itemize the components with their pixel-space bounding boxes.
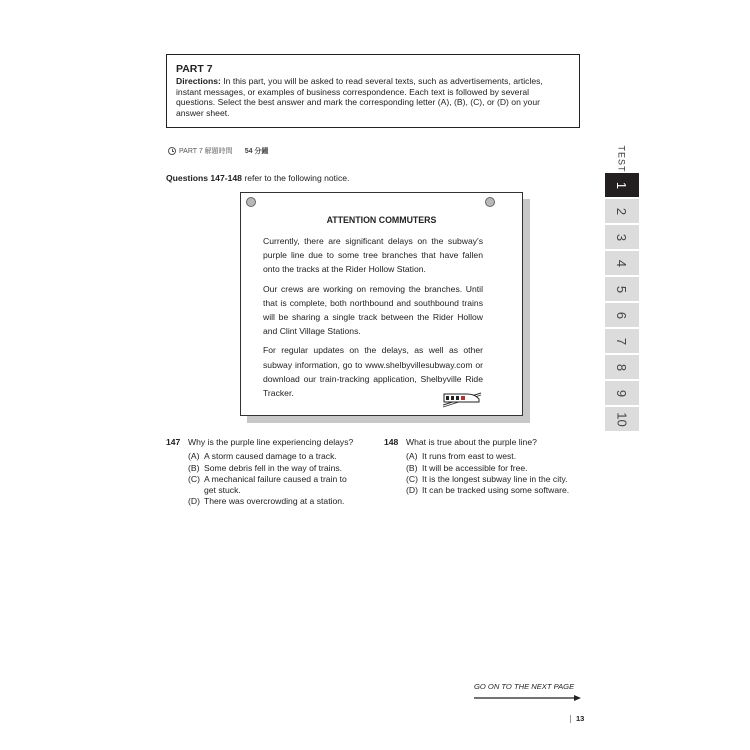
answer-option-c[interactable] [188,474,376,497]
question-148 [384,437,594,496]
test-tab-9[interactable] [605,381,639,405]
answer-option-c[interactable] [406,474,594,485]
test-label-text: TEST [616,145,627,173]
question-number: 148 [384,437,399,447]
test-tab-1[interactable] [605,173,639,197]
part-timer [168,146,268,156]
test-tab-5[interactable] [605,277,639,301]
notice-title: ATTENTION COMMUTERS [326,215,437,225]
directions-paragraph [176,76,570,118]
notice [240,192,523,416]
option-text: It will be accessible for free. [422,462,528,473]
tab-label: 7 [614,337,630,345]
answer-options [406,451,594,496]
option-letter: (C) [406,473,418,484]
option-letter: (B) [188,462,200,473]
questions-intro-text: refer to the following notice. [241,173,350,183]
option-text: Some debris fell in the way of trains. [204,462,343,473]
option-text: A storm caused damage to a track. [204,451,337,462]
page-number-text: 13 [576,714,585,723]
test-tab-2[interactable] [605,199,639,223]
next-page-link[interactable]: GO ON TO THE NEXT PAGE [474,682,575,691]
answer-option-d[interactable] [188,496,376,507]
answer-option-b[interactable] [406,463,594,474]
answer-options [188,451,376,507]
notice-paragraph: Our crews are working on removing the branches. Until that is complete, both northbound and southbound trains will be sharing a single track between the Rider Hollow and Clint Village Stations. [263,283,483,337]
arrow-right-icon [474,694,582,702]
tab-label: 8 [614,363,630,371]
questions-intro [166,173,349,183]
answer-option-a[interactable] [406,451,594,462]
page-number-divider [570,715,571,723]
option-letter: (A) [406,451,418,462]
directions-label: Directions: [176,76,221,86]
tab-label: 4 [614,259,630,267]
notice-paragraph: Currently, there are significant delays on the subway's purple line due to some tree branches that have fallen onto the tracks at the Rider Hollow Station. [263,236,483,275]
option-letter: (B) [406,462,418,473]
tab-label: 10 [614,411,630,427]
part-title: PART 7 [176,63,213,75]
question-number: 147 [166,437,181,447]
timer-minutes: 54 分鐘 [244,148,269,155]
test-tab-7[interactable] [605,329,639,353]
option-text: A mechanical failure caused a train to get stuck. [204,473,347,496]
test-tabs [605,147,639,431]
tab-label: 6 [614,311,630,319]
notice-body [263,234,483,405]
tab-label: 3 [614,233,630,241]
pin-icon [246,197,256,207]
directions-box [166,54,580,128]
notice-paragraph: For regular updates on the delays, as well as other subway information, go to www.shelbyvillesubway.com or download our train-tracking application, Shelbyville Ride Tracker. [263,345,483,399]
test-tab-4[interactable] [605,251,639,275]
question-147 [166,437,376,508]
answer-option-d[interactable] [406,485,594,496]
pin-icon [485,197,495,207]
option-letter: (C) [188,473,200,484]
timer-label: PART 7 解題時間 [179,148,233,155]
question-stem: Why is the purple line experiencing delays? [188,437,354,447]
test-tab-10[interactable] [605,407,639,431]
train-icon [441,390,483,408]
option-letter: (A) [188,451,200,462]
option-text: There was overcrowding at a station. [204,496,345,507]
option-text: It can be tracked using some software. [422,485,570,496]
tab-label: 1 [614,181,630,189]
answer-option-b[interactable] [188,463,376,474]
tab-label: 9 [614,389,630,397]
test-label [605,147,639,171]
option-letter: (D) [188,496,200,507]
option-text: It runs from east to west. [422,451,517,462]
option-text: It is the longest subway line in the city. [422,473,568,484]
questions-range: Questions 147-148 [166,173,242,183]
clock-icon [168,147,176,155]
directions-text: In this part, you will be asked to read several texts, such as advertisements, articles, instant messages, or examples of business correspondence. Each text is followed by several questions. Select the best answer and mark the corresponding letter (A), (B), (C), or (D) on your answer sheet. [176,76,543,118]
test-tab-6[interactable] [605,303,639,327]
option-letter: (D) [406,485,418,496]
answer-option-a[interactable] [188,451,376,462]
test-tab-8[interactable] [605,355,639,379]
page-number [576,714,584,723]
test-tab-3[interactable] [605,225,639,249]
tab-label: 2 [614,207,630,215]
question-stem: What is true about the purple line? [406,437,537,447]
tab-label: 5 [614,285,630,293]
